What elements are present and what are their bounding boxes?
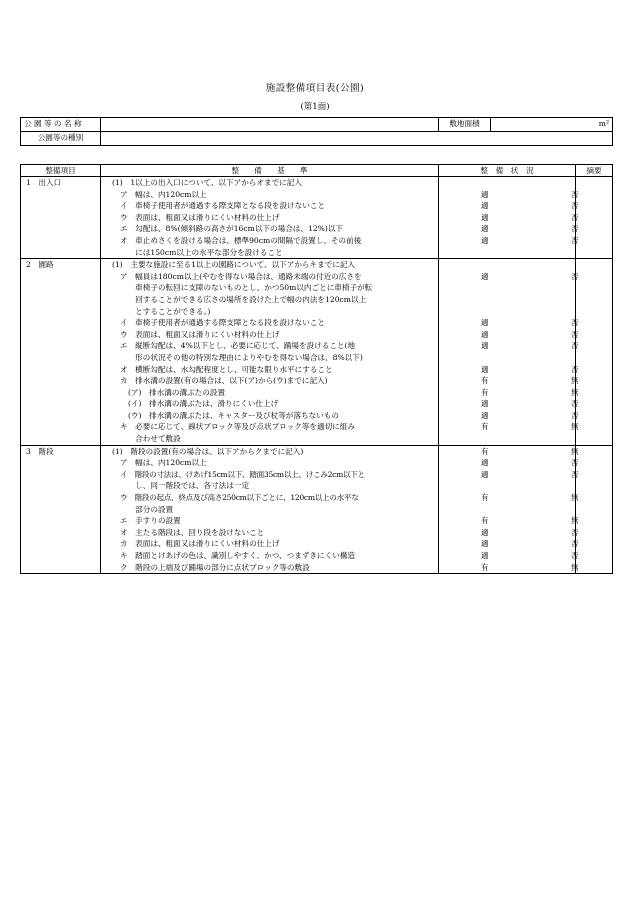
status-option-a[interactable]: 適 [481,189,489,199]
criteria-line: イ 車椅子使用者が通過する際支障となる段を設けないこと [120,318,326,328]
status-option-b[interactable]: 否 [571,318,579,328]
criteria-line: キ 必要に応じて、線状ブロック等及び点状ブロック等を適切に組み [120,422,355,432]
status-option-b[interactable]: 否 [571,189,579,199]
status-line [439,562,579,574]
criteria-line: 部分の設置 [120,504,174,514]
status-option-b[interactable]: 否 [571,224,579,234]
status-option-b[interactable]: 無 [571,562,579,572]
status-option-b[interactable]: 否 [571,235,579,245]
status-option-b[interactable]: 否 [571,271,579,281]
status-option-a[interactable]: 有 [481,376,489,386]
status-line [439,398,579,410]
criteria-line: カ 排水溝の設置(有の場合は、以下(ア)から(ウ)までに記入) [120,376,328,386]
criteria-line: (1) 主要な施設に至る1以上の園路について、以下アからキまでに記入 [112,260,356,270]
section-summary[interactable] [576,259,613,446]
status-line [439,259,575,271]
status-line [439,294,575,306]
criteria-line: (ア) 排水溝の溝ぶたの設置 [128,387,226,397]
status-option-a[interactable]: 適 [481,341,489,351]
status-option-a[interactable]: 有 [481,516,489,526]
section-status [439,177,579,259]
status-line [439,433,575,445]
criteria-line: ク 階段の上端及び踊場の部分に点状ブロック等の敷設 [120,562,310,572]
status-line [439,375,579,387]
status-option-a[interactable]: 適 [481,551,489,560]
status-line [439,282,575,294]
status-option-a[interactable]: 有 [481,493,489,503]
section-criteria [101,177,439,259]
criteria-line: ウ 表面は、粗面又は滑りにくい材料の仕上げ [120,212,280,222]
status-option-a[interactable]: 適 [481,399,489,409]
section-category: 1 出入口 [21,177,101,259]
status-option-b[interactable]: 否 [571,458,579,468]
criteria-line: オ 車止めさくを設ける場合は、標準90cmの間隔で設置し、その前後 [120,235,362,245]
section-row [21,177,613,259]
criteria-line: エ 縦断勾配は、4%以下とし、必要に応じて、踊場を設けること(地 [120,341,356,351]
status-line [439,271,579,283]
status-line [439,364,579,376]
status-option-a[interactable]: 適 [481,539,489,549]
status-option-a[interactable]: 適 [481,329,489,339]
status-option-b[interactable]: 無 [571,387,579,397]
status-option-b[interactable]: 否 [571,212,579,222]
criteria-line: オ 横断勾配は、水勾配程度とし、可能な限り水平にすること [120,364,333,374]
criteria-line: 車椅子の転回に支障のないものとし、かつ50m以内ごとに車椅子が転 [120,283,373,293]
status-option-b[interactable]: 無 [571,446,579,456]
status-option-b[interactable]: 否 [571,341,579,351]
status-line [439,329,579,341]
page-number: (第1面) [300,102,330,112]
facility-type-field[interactable] [101,132,613,146]
status-line [439,492,579,504]
criteria-line: イ 車椅子使用者が通過する際支障となる段を設けないこと [120,201,326,211]
status-line [439,387,579,399]
status-line [439,200,579,212]
criteria-line: (1) 1以上の出入口について、以下アからオまでに記入 [112,178,302,187]
criteria-line: キ 踏面とけあげの色は、識別しやすく、かつ、つまずきにくい構造 [120,551,355,560]
criteria-line: とすることができる。) [120,306,211,316]
status-option-b[interactable]: 無 [571,516,579,526]
criteria-line: し、同一階段では、各寸法は一定 [120,481,250,491]
status-option-b[interactable]: 無 [571,493,579,503]
section-row [21,259,613,446]
header-item: 整備項目 [21,165,101,177]
status-option-b[interactable]: 否 [571,399,579,409]
status-option-a[interactable]: 有 [481,422,489,432]
status-option-a[interactable]: 適 [481,458,489,468]
status-option-b[interactable]: 無 [571,422,579,432]
section-criteria [101,259,439,446]
criteria-line: (1) 階段の設置(有の場合は、以下アからクまでに記入) [112,446,304,456]
table-header-row [21,165,613,177]
document-title: 施設整備項目表(公園) [265,83,365,94]
header-summary: 摘要 [576,165,613,177]
facility-name-field[interactable] [101,118,439,132]
status-option-a[interactable]: 適 [481,271,489,281]
status-line [439,317,579,329]
status-line [439,410,579,422]
criteria-line: には150cm以上の水平な部分を設けること [120,247,283,257]
table-body [21,177,613,574]
section-summary[interactable] [576,177,613,259]
status-line [439,515,579,527]
status-option-a[interactable]: 適 [481,212,489,222]
status-line [439,340,579,352]
status-option-a[interactable]: 適 [481,527,489,537]
status-option-a[interactable]: 有 [481,562,489,572]
status-option-a[interactable]: 適 [481,410,489,420]
status-option-b[interactable]: 否 [571,410,579,420]
status-option-b[interactable]: 否 [571,469,579,479]
site-area-unit: m² [598,119,609,128]
status-line [439,480,575,492]
site-area-field[interactable] [491,118,613,132]
status-line [439,247,575,259]
criteria-line: カ 表面は、粗面又は滑りにくい材料の仕上げ [120,539,280,549]
facility-name-label: 公 園 等 の 名 称 [21,118,101,132]
header-criteria: 整 備 基 準 [101,165,439,177]
status-option-b[interactable]: 否 [571,539,579,549]
criteria-line: エ 手すりの設置 [120,516,181,526]
status-option-a[interactable]: 適 [481,224,489,234]
status-option-a[interactable]: 適 [481,201,489,211]
status-line [439,189,579,201]
criteria-line: ア 幅は、内120cm以上 [120,458,207,468]
criteria-line: エ 勾配は、8%(傾斜路の高さが16cm以下の場合は、12%)以下 [120,224,344,234]
status-line [439,538,579,550]
status-line [439,527,579,539]
criteria-line: 合わせて敷設 [120,434,181,444]
status-option-b[interactable]: 無 [571,376,579,386]
section-criteria [101,445,439,574]
facility-info-table [20,117,613,146]
status-line [439,223,579,235]
section-status [439,259,579,446]
facility-items-table [20,164,613,574]
header-status: 整 備 状 況 [439,165,576,177]
criteria-line: ア 幅員は180cm以上(やむを得ない場合は、通路末端の付近の広さを [120,271,362,281]
status-line [439,352,575,364]
status-option-a[interactable]: 適 [481,235,489,245]
status-option-a[interactable]: 適 [481,469,489,479]
status-line [439,235,579,247]
criteria-line: 回することができる広さの場所を設けた上で幅の内法を120cm以上 [120,294,367,304]
criteria-line: ア 幅は、内120cm以上 [120,189,207,199]
status-line [439,212,579,224]
status-line [439,177,575,189]
status-line [439,446,579,458]
facility-name-row [21,118,613,132]
criteria-line: ウ 表面は、粗面又は滑りにくい材料の仕上げ [120,329,280,339]
status-line [439,457,579,469]
status-option-a[interactable]: 適 [481,318,489,328]
status-option-b[interactable]: 否 [571,329,579,339]
status-line [439,421,579,433]
section-category: 2 園路 [21,259,101,446]
status-line [439,504,575,516]
status-line [439,306,575,318]
section-row [21,445,613,574]
status-option-b[interactable]: 否 [571,551,579,560]
criteria-line: イ 階段の寸法は、けあげ15cm以下、踏面35cm以上、けこみ2cm以下と [120,469,365,479]
criteria-line: ウ 階段の起点、終点及び高さ250cm以下ごとに、120cm以上の水平な [120,493,359,503]
status-line [439,469,579,481]
status-option-a[interactable]: 有 [481,387,489,397]
status-option-a[interactable]: 有 [481,446,489,456]
facility-type-row [21,132,613,146]
status-option-a[interactable]: 適 [481,364,489,374]
status-option-b[interactable]: 否 [571,201,579,211]
criteria-line: オ 主たる階段は、回り段を設けないこと [120,527,265,537]
status-option-b[interactable]: 否 [571,364,579,374]
section-status [439,445,579,574]
criteria-line: (ウ) 排水溝の溝ぶたは、キャスター及び杖等が落ちないもの [128,410,339,420]
status-line [439,550,579,562]
criteria-line: 形の状況その他の特別な理由によりやむを得ない場合は、8%以下) [120,352,363,362]
section-summary[interactable] [576,445,613,574]
site-area-label: 敷地面積 [439,118,491,132]
facility-type-label: 公園等の種別 [21,132,101,146]
status-option-b[interactable]: 否 [571,527,579,537]
section-category: 3 階段 [21,445,101,574]
criteria-line: (イ) 排水溝の溝ぶたは、滑りにくい仕上げ [128,399,279,409]
